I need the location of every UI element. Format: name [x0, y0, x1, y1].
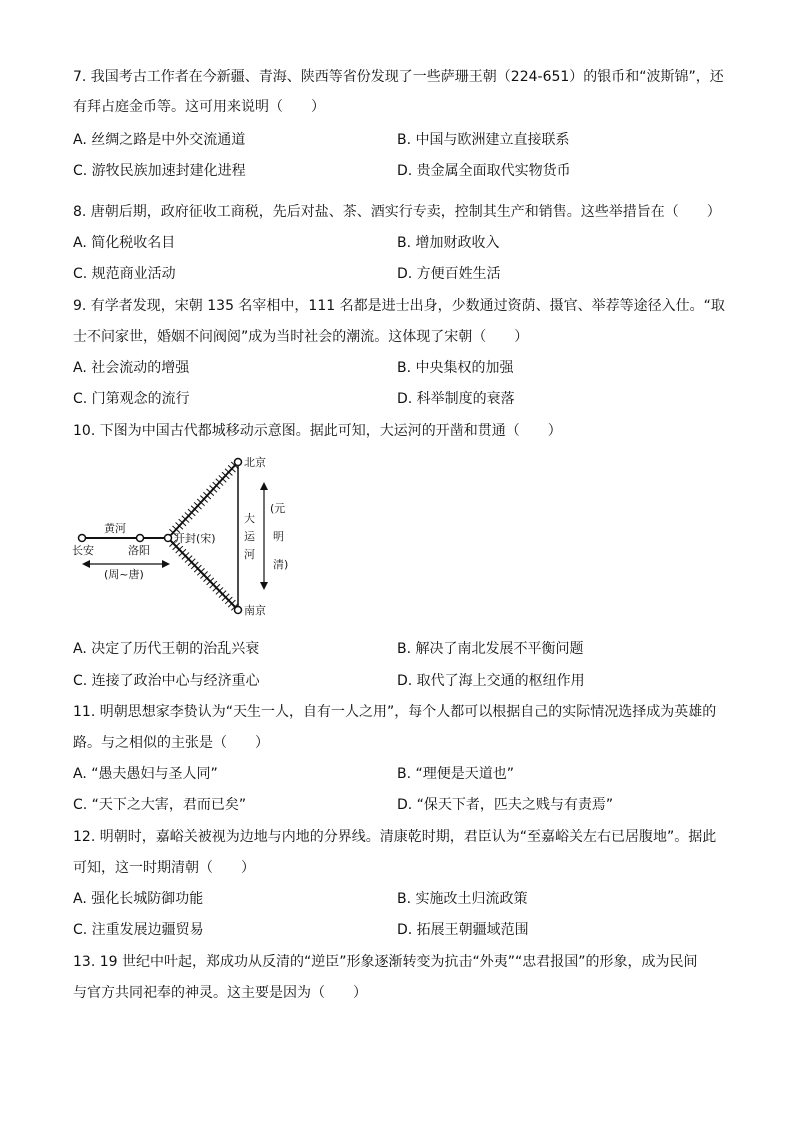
q12-stem-line2: 可知，这一时期清朝（ ）: [73, 860, 255, 876]
ymq-char-2: 明: [273, 530, 284, 543]
q12-option-c: C. 注重发展边疆贸易: [73, 922, 204, 938]
q7-option-d: D. 贵金属全面取代实物货币: [397, 163, 571, 179]
q7-option-a: A. 丝绸之路是中外交流通道: [73, 132, 246, 148]
nanjing-label: 南京: [244, 604, 266, 617]
ymq-char-1: (元: [270, 502, 286, 515]
q8-stem-line1: 8. 唐朝后期，政府征收工商税，先后对盐、茶、酒实行专卖，控制其生产和销售。这些举措旨在（ ）: [73, 204, 721, 220]
q8-option-a: A. 简化税收名目: [73, 235, 176, 251]
canal-char-3: 河: [244, 548, 255, 561]
luoyang-node: [137, 535, 144, 542]
q10-stem-line1: 10. 下图为中国古代都城移动示意图。据此可知，大运河的开凿和贯通（ ）: [73, 423, 562, 439]
kaifeng-label: 开封(宋): [174, 532, 216, 545]
huanghe-label: 黄河: [104, 522, 126, 535]
changan-node: [79, 535, 86, 542]
q9-option-b: B. 中央集权的加强: [397, 360, 514, 376]
q7-option-b: B. 中国与欧洲建立直接联系: [397, 132, 570, 148]
q11-option-c: C. “天下之大害，君而已矣”: [73, 797, 247, 813]
q11-option-d: D. “保天下者，匹夫之贱与有责焉”: [397, 797, 614, 813]
q9-option-c: C. 门第观念的流行: [73, 391, 190, 407]
q8-option-c: C. 规范商业活动: [73, 266, 176, 282]
q10-option-a: A. 决定了历代王朝的治乱兴衰: [73, 641, 260, 657]
q7-option-c: C. 游牧民族加速封建化进程: [73, 163, 246, 179]
q13-stem-line2: 与官方共同祀奉的神灵。这主要是因为（ ）: [73, 985, 367, 1001]
q12-option-d: D. 拓展王朝疆域范围: [397, 922, 529, 938]
ymq-char-3: 清): [273, 558, 289, 571]
q11-stem-line2: 路。与之相似的主张是（ ）: [73, 735, 269, 751]
q9-stem-line1: 9. 有学者发现，宋朝 135 名宰相中，111 名都是进士出身，少数通过资荫、摄官、举荐等途径入仕。“取: [73, 298, 725, 314]
q10-option-d: D. 取代了海上交通的枢纽作用: [397, 673, 585, 689]
changan-label: 长安: [72, 544, 94, 557]
q12-stem-line1: 12. 明朝时，嘉峪关被视为边地与内地的分界线。清康乾时期，君臣认为“至嘉峪关左右已居腹地”。据此: [73, 829, 717, 845]
arrow-right-head: [162, 560, 170, 568]
q7-stem-line2: 有拜占庭金币等。这可用来说明（ ）: [73, 99, 325, 115]
q8-option-d: D. 方便百姓生活: [397, 266, 501, 282]
q10-option-b: B. 解决了南北发展不平衡问题: [397, 641, 584, 657]
q11-option-b: B. “理便是天道也”: [397, 766, 515, 782]
arrow-down-head: [260, 582, 268, 590]
q10-option-c: C. 连接了政治中心与经济重心: [73, 673, 260, 689]
q12-option-a: A. 强化长城防御功能: [73, 891, 204, 907]
beijing-node: [235, 459, 242, 466]
arrow-up-head: [260, 482, 268, 490]
arrow-left-head: [82, 560, 90, 568]
capital-movement-diagram: [70, 450, 300, 630]
q7-stem-line1: 7. 我国考古工作者在今新疆、青海、陕西等省份发现了一些萨珊王朝（224-651）的银币和“波斯锦”，还: [73, 69, 724, 85]
q9-stem-line2: 士不问家世，婚姻不问阀阅”成为当时社会的潮流。这体现了宋朝（ ）: [73, 329, 529, 345]
q8-option-b: B. 增加财政收入: [397, 235, 500, 251]
beijing-label: 北京: [244, 456, 266, 469]
q9-option-a: A. 社会流动的增强: [73, 360, 190, 376]
q11-option-a: A. “愚夫愚妇与圣人同”: [73, 766, 218, 782]
luoyang-label: 洛阳: [128, 544, 150, 557]
q13-stem-line1: 13. 19 世纪中叶起，郑成功从反清的“逆臣”形象逐渐转变为抗击“外夷”“忠君报国”的形象，成为民间: [73, 954, 698, 970]
nanjing-node: [235, 607, 242, 614]
q11-stem-line1: 11. 明朝思想家李贽认为“天生一人，自有一人之用”，每个人都可以根据自己的实际情况选择成为英雄的: [73, 704, 717, 720]
zhou-tang-label: (周~唐): [104, 568, 144, 581]
canal-char-2: 运: [244, 530, 255, 543]
q12-option-b: B. 实施改土归流政策: [397, 891, 528, 907]
q9-option-d: D. 科举制度的衰落: [397, 391, 515, 407]
canal-char-1: 大: [244, 512, 255, 525]
